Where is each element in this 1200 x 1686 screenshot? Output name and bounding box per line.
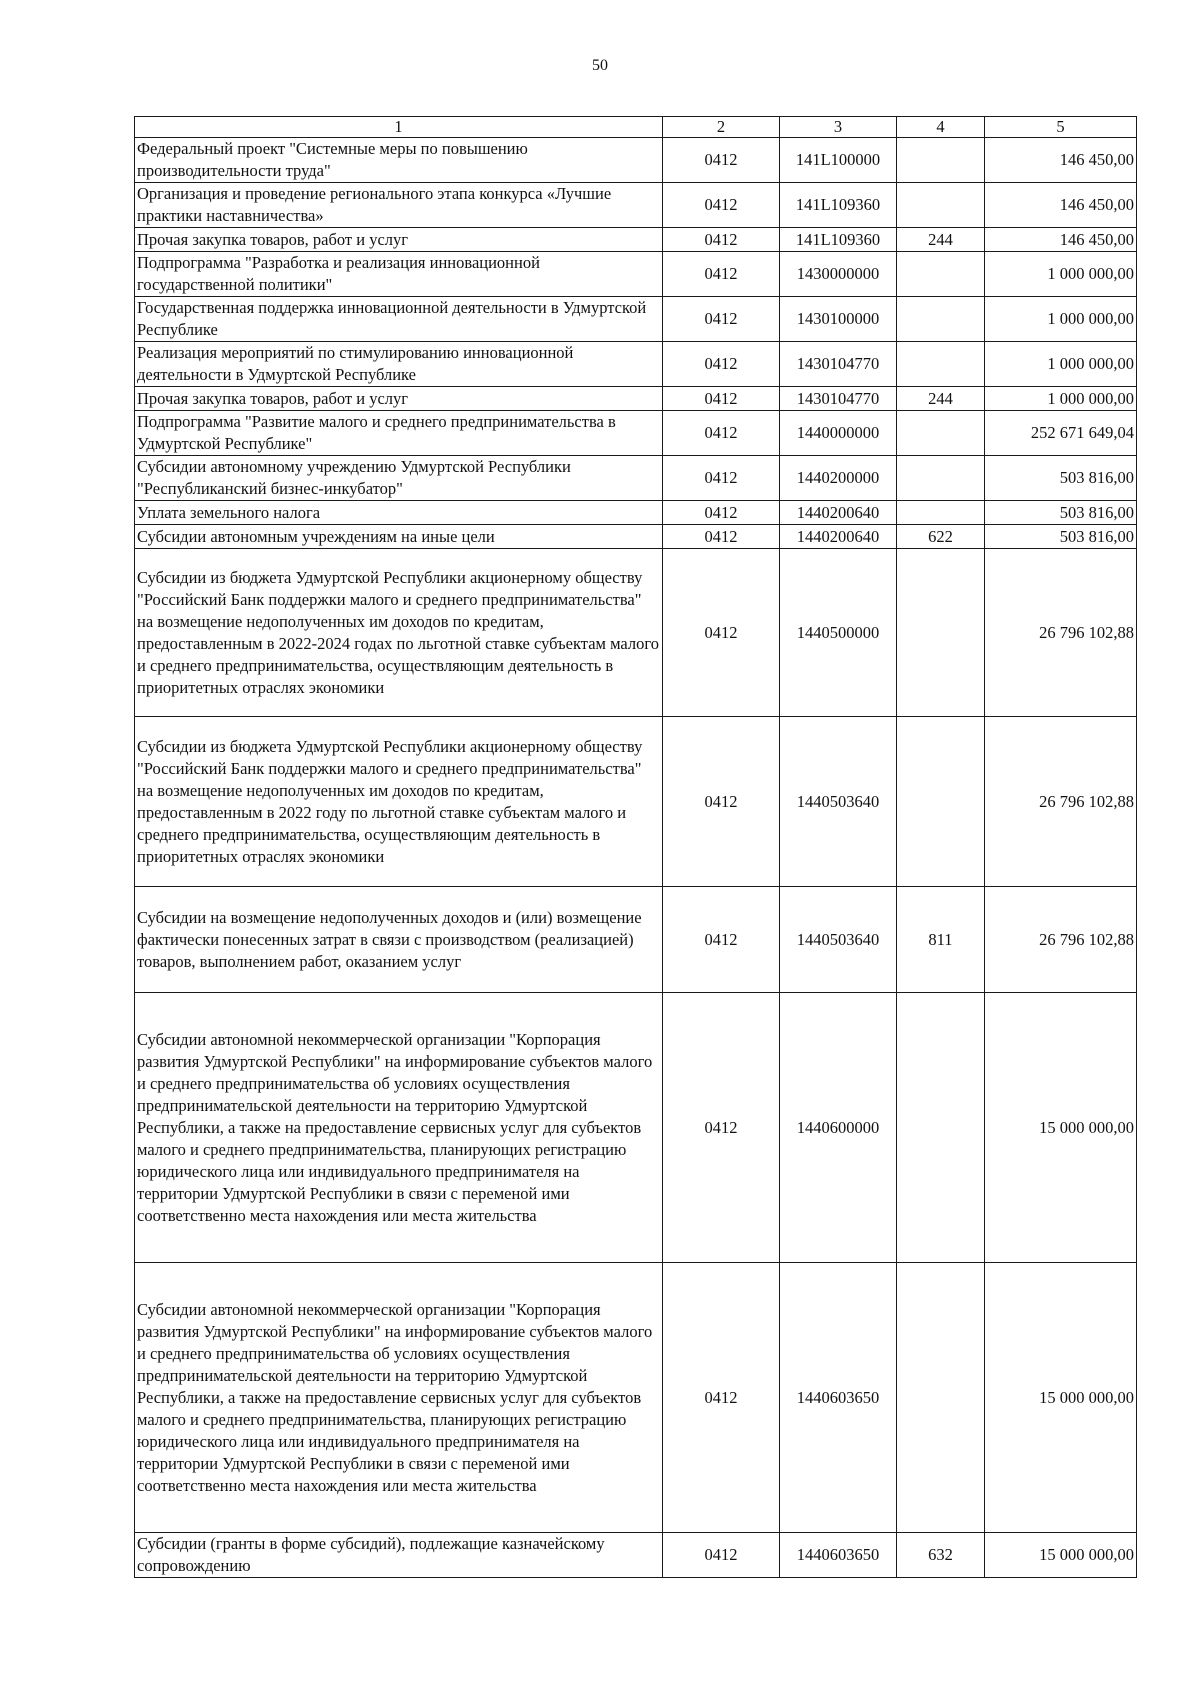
row-amount: 252 671 649,04 — [985, 411, 1137, 456]
table-row — [135, 887, 1137, 993]
row-amount: 503 816,00 — [985, 501, 1137, 525]
row-target: 141L109360 — [780, 183, 897, 228]
row-type — [897, 1263, 985, 1533]
row-type — [897, 411, 985, 456]
table-row — [135, 1263, 1137, 1533]
row-type: 244 — [897, 387, 985, 411]
table-row — [135, 411, 1137, 456]
row-target: 1440500000 — [780, 549, 897, 717]
column-header-2: 2 — [663, 117, 780, 138]
row-type — [897, 183, 985, 228]
row-amount: 15 000 000,00 — [985, 1263, 1137, 1533]
row-name: Подпрограмма "Разработка и реализация инновационной государственной политики" — [135, 252, 663, 297]
row-type: 811 — [897, 887, 985, 993]
row-name: Субсидии автономному учреждению Удмуртской Республики "Республиканский бизнес-инкубатор" — [135, 456, 663, 501]
row-amount: 503 816,00 — [985, 525, 1137, 549]
row-section: 0412 — [663, 411, 780, 456]
row-type — [897, 342, 985, 387]
row-section: 0412 — [663, 717, 780, 887]
row-target: 1440603650 — [780, 1533, 897, 1578]
table-row — [135, 183, 1137, 228]
row-name: Государственная поддержка инновационной деятельности в Удмуртской Республике — [135, 297, 663, 342]
row-name: Организация и проведение регионального этапа конкурса «Лучшие практики наставничества» — [135, 183, 663, 228]
row-type: 622 — [897, 525, 985, 549]
row-amount: 146 450,00 — [985, 183, 1137, 228]
row-target: 1430104770 — [780, 342, 897, 387]
row-target: 1440600000 — [780, 993, 897, 1263]
row-type — [897, 252, 985, 297]
row-name: Федеральный проект "Системные меры по повышению производительности труда" — [135, 138, 663, 183]
table-row — [135, 717, 1137, 887]
row-target: 141L109360 — [780, 228, 897, 252]
row-target: 1440603650 — [780, 1263, 897, 1533]
row-section: 0412 — [663, 387, 780, 411]
row-section: 0412 — [663, 252, 780, 297]
row-amount: 146 450,00 — [985, 228, 1137, 252]
row-name: Субсидии из бюджета Удмуртской Республики акционерному обществу "Российский Банк поддержки малого и среднего предпринимательства" на возмещение недополученных им доходов по кредитам, предоставленным в 2022 году по льготной ставке субъектам малого и среднего предпринимательства, осуществляющим деятельность в приоритетных отраслях экономики — [135, 717, 663, 887]
row-section: 0412 — [663, 993, 780, 1263]
budget-table — [134, 116, 1137, 1578]
table-row — [135, 387, 1137, 411]
row-name: Субсидии автономной некоммерческой организации "Корпорация развития Удмуртской Республики" на информирование субъектов малого и среднего предпринимательства об условиях осуществления предпринимательской деятельности на территорию Удмуртской Республики, а также на предоставление сервисных услуг для субъектов малого и среднего предпринимательства, планирующих регистрацию юридического лица или индивидуального предпринимателя на территории Удмуртской Республики в связи с переменой ими соответственно места нахождения или места жительства — [135, 1263, 663, 1533]
row-name: Субсидии автономным учреждениям на иные цели — [135, 525, 663, 549]
row-type — [897, 297, 985, 342]
row-target: 1440200000 — [780, 456, 897, 501]
row-amount: 1 000 000,00 — [985, 252, 1137, 297]
row-section: 0412 — [663, 501, 780, 525]
page-number: 50 — [592, 57, 608, 74]
row-section: 0412 — [663, 342, 780, 387]
row-section: 0412 — [663, 1533, 780, 1578]
row-amount: 26 796 102,88 — [985, 549, 1137, 717]
row-section: 0412 — [663, 297, 780, 342]
column-header-4: 4 — [897, 117, 985, 138]
table-row — [135, 138, 1137, 183]
row-name: Субсидии на возмещение недополученных доходов и (или) возмещение фактически понесенных затрат в связи с производством (реализацией) товаров, выполнением работ, оказанием услуг — [135, 887, 663, 993]
row-amount: 1 000 000,00 — [985, 342, 1137, 387]
row-amount: 503 816,00 — [985, 456, 1137, 501]
row-type: 632 — [897, 1533, 985, 1578]
row-target: 1440200640 — [780, 501, 897, 525]
table-row — [135, 993, 1137, 1263]
row-section: 0412 — [663, 549, 780, 717]
row-type — [897, 549, 985, 717]
row-amount: 15 000 000,00 — [985, 1533, 1137, 1578]
row-target: 1430100000 — [780, 297, 897, 342]
table-row — [135, 549, 1137, 717]
column-header-5: 5 — [985, 117, 1137, 138]
row-section: 0412 — [663, 887, 780, 993]
table-row — [135, 342, 1137, 387]
row-section: 0412 — [663, 183, 780, 228]
row-target: 141L100000 — [780, 138, 897, 183]
row-type — [897, 993, 985, 1263]
row-target: 1430000000 — [780, 252, 897, 297]
row-name: Прочая закупка товаров, работ и услуг — [135, 228, 663, 252]
row-name: Субсидии из бюджета Удмуртской Республики акционерному обществу "Российский Банк поддержки малого и среднего предпринимательства" на возмещение недополученных им доходов по кредитам, предоставленным в 2022-2024 годах по льготной ставке субъектам малого и среднего предпринимательства, осуществляющим деятельность в приоритетных отраслях экономики — [135, 549, 663, 717]
row-type — [897, 138, 985, 183]
row-amount: 146 450,00 — [985, 138, 1137, 183]
row-amount: 26 796 102,88 — [985, 887, 1137, 993]
row-section: 0412 — [663, 228, 780, 252]
row-target: 1440503640 — [780, 887, 897, 993]
row-target: 1440200640 — [780, 525, 897, 549]
row-type — [897, 501, 985, 525]
row-target: 1440503640 — [780, 717, 897, 887]
row-target: 1440000000 — [780, 411, 897, 456]
table-header-row — [135, 117, 1137, 138]
row-section: 0412 — [663, 525, 780, 549]
row-type — [897, 717, 985, 887]
row-amount: 26 796 102,88 — [985, 717, 1137, 887]
row-name: Реализация мероприятий по стимулированию инновационной деятельности в Удмуртской Республике — [135, 342, 663, 387]
row-target: 1430104770 — [780, 387, 897, 411]
row-section: 0412 — [663, 1263, 780, 1533]
table-row — [135, 228, 1137, 252]
row-section: 0412 — [663, 456, 780, 501]
table-row — [135, 456, 1137, 501]
table-row — [135, 501, 1137, 525]
column-header-3: 3 — [780, 117, 897, 138]
row-section: 0412 — [663, 138, 780, 183]
row-amount: 15 000 000,00 — [985, 993, 1137, 1263]
row-name: Уплата земельного налога — [135, 501, 663, 525]
row-name: Субсидии (гранты в форме субсидий), подлежащие казначейскому сопровождению — [135, 1533, 663, 1578]
table-row — [135, 252, 1137, 297]
row-name: Субсидии автономной некоммерческой организации "Корпорация развития Удмуртской Республики" на информирование субъектов малого и среднего предпринимательства об условиях осуществления предпринимательской деятельности на территорию Удмуртской Республики, а также на предоставление сервисных услуг для субъектов малого и среднего предпринимательства, планирующих регистрацию юридического лица или индивидуального предпринимателя на территории Удмуртской Республики в связи с переменой ими соответственно места нахождения или места жительства — [135, 993, 663, 1263]
table-row — [135, 297, 1137, 342]
table-body — [135, 138, 1137, 1578]
row-name: Прочая закупка товаров, работ и услуг — [135, 387, 663, 411]
row-amount: 1 000 000,00 — [985, 297, 1137, 342]
table-row — [135, 525, 1137, 549]
row-name: Подпрограмма "Развитие малого и среднего предпринимательства в Удмуртской Республике" — [135, 411, 663, 456]
table-row — [135, 1533, 1137, 1578]
row-type — [897, 456, 985, 501]
row-amount: 1 000 000,00 — [985, 387, 1137, 411]
column-header-1: 1 — [135, 117, 663, 138]
row-type: 244 — [897, 228, 985, 252]
